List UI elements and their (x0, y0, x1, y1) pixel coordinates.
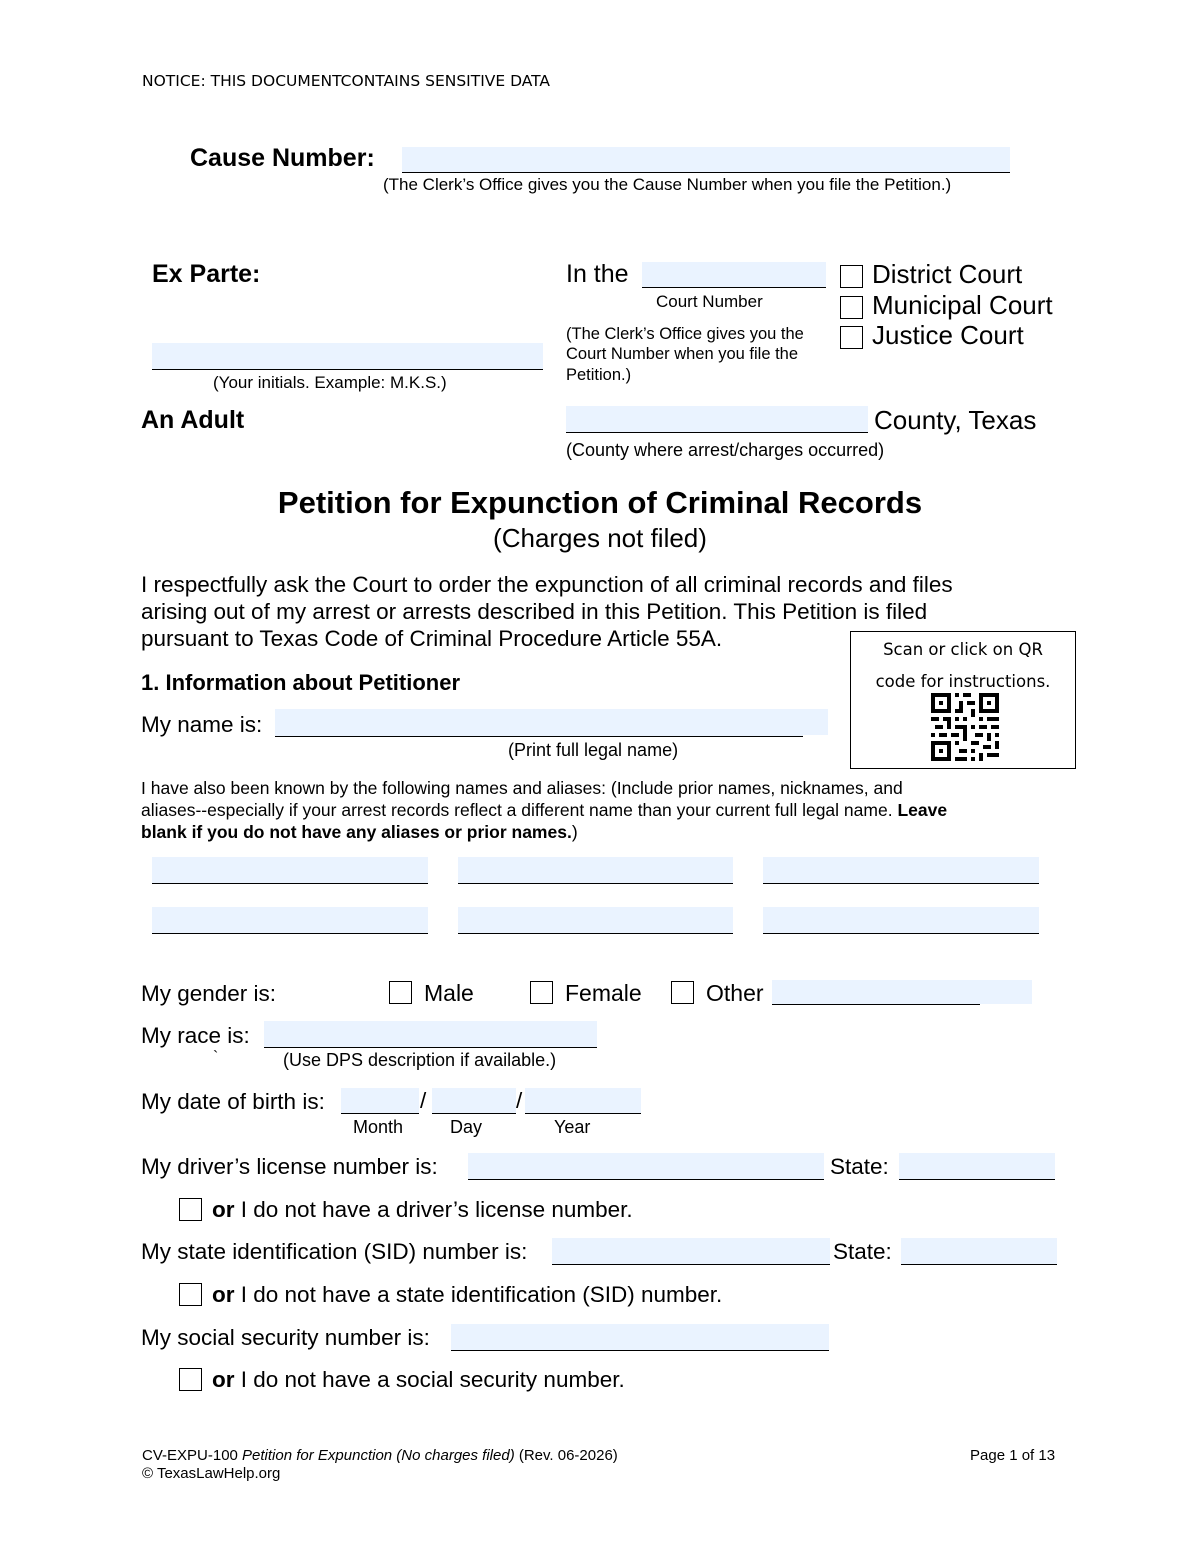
ex-parte-label: Ex Parte: (152, 260, 261, 288)
court-number-label: Court Number (656, 292, 763, 311)
no-sid-checkbox[interactable] (179, 1283, 202, 1306)
cause-number-field[interactable] (402, 147, 1010, 173)
footer-form-id (142, 1447, 618, 1464)
in-the-label: In the (566, 260, 629, 288)
footer-form-code: CV-EXPU-100 (142, 1447, 238, 1464)
no-ssn-checkbox[interactable] (179, 1368, 202, 1391)
cause-number-label: Cause Number: (190, 144, 375, 172)
page-title: Petition for Expunction of Criminal Records (277, 485, 923, 520)
dob-label: My date of birth is: (141, 1089, 325, 1114)
dob-sep-2: / (516, 1088, 523, 1113)
gender-other-field[interactable] (772, 980, 980, 1005)
initials-field[interactable] (152, 343, 543, 370)
cause-number-hint: (The Clerk’s Office gives you the Cause Number when you file the Petition.) (383, 175, 952, 194)
an-adult-label: An Adult (141, 406, 245, 434)
no-dl-or: or (212, 1197, 235, 1222)
aliases-bold-2: blank if you do not have any aliases or prior names. (141, 822, 572, 842)
gender-other-label: Other (706, 980, 764, 1006)
ssn-label: My social security number is: (141, 1325, 430, 1350)
no-ssn-or: or (212, 1367, 235, 1392)
sid-number-field[interactable] (552, 1238, 830, 1265)
county-texas-label: County, Texas (874, 405, 1037, 435)
gender-label: My gender is: (141, 981, 277, 1006)
intro-line-3: pursuant to Texas Code of Criminal Procedure Article 55A. (141, 626, 723, 651)
no-ssn-text (212, 1367, 625, 1393)
municipal-court-label: Municipal Court (872, 290, 1053, 320)
gender-female-checkbox[interactable] (530, 981, 553, 1004)
gender-female-label: Female (565, 980, 642, 1006)
justice-court-label: Justice Court (872, 320, 1024, 350)
county-field[interactable] (566, 406, 868, 433)
alias-field-1[interactable] (152, 857, 428, 884)
dl-state-label: State: (830, 1154, 889, 1179)
dl-state-field[interactable] (899, 1153, 1055, 1180)
aliases-bold-1: Leave (897, 800, 948, 820)
aliases-instructions-1: I have also been known by the following names and aliases: (Include prior names, nicknames, and (141, 778, 903, 798)
district-court-checkbox[interactable] (840, 265, 863, 288)
dob-day-label: Day (450, 1117, 483, 1137)
full-name-field[interactable] (275, 709, 803, 737)
county-hint: (County where arrest/charges occurred) (566, 440, 885, 460)
sid-state-field[interactable] (901, 1238, 1057, 1265)
ssn-field[interactable] (451, 1324, 829, 1351)
dob-month-label: Month (353, 1117, 404, 1137)
qr-text-2: code for instructions. (875, 672, 1051, 691)
race-field[interactable] (264, 1021, 597, 1048)
no-dl-text (212, 1197, 633, 1223)
gender-other-checkbox[interactable] (671, 981, 694, 1004)
dob-year-label: Year (554, 1117, 591, 1137)
page-subtitle: (Charges not filed) (493, 523, 707, 553)
name-hint: (Print full legal name) (508, 740, 679, 760)
no-sid-label: I do not have a state identification (SID) number. (240, 1282, 723, 1307)
dob-day-field[interactable] (432, 1088, 516, 1114)
initials-hint: (Your initials. Example: M.K.S.) (213, 373, 447, 392)
intro-line-1: I respectfully ask the Court to order the expunction of all criminal records and files (141, 572, 953, 597)
intro-line-2: arising out of my arrest or arrests described in this Petition. This Petition is filed (141, 599, 928, 624)
court-number-hint-2: Court Number when you file the (566, 345, 799, 363)
justice-court-checkbox[interactable] (840, 326, 863, 349)
no-dl-checkbox[interactable] (179, 1198, 202, 1221)
alias-field-6[interactable] (763, 907, 1039, 934)
dob-month-field[interactable] (341, 1088, 419, 1114)
aliases-text: aliases--especially if your arrest records reflect a different name than your current full legal name. (141, 800, 893, 820)
race-tick: ` (213, 1049, 219, 1066)
qr-text-1: Scan or click on QR (883, 640, 1043, 659)
aliases-instructions-2 (141, 800, 947, 821)
court-number-field[interactable] (642, 262, 826, 288)
qr-instructions-box[interactable] (850, 631, 1076, 769)
no-sid-text (212, 1282, 722, 1308)
no-sid-or: or (212, 1282, 235, 1307)
sid-label: My state identification (SID) number is: (141, 1239, 528, 1264)
alias-field-3[interactable] (763, 857, 1039, 884)
no-dl-label: I do not have a driver’s license number. (240, 1197, 633, 1222)
no-ssn-label: I do not have a social security number. (240, 1367, 625, 1392)
dob-year-field[interactable] (525, 1088, 641, 1114)
gender-male-checkbox[interactable] (389, 981, 412, 1004)
aliases-close: ) (571, 822, 578, 842)
section-1-heading: 1. Information about Petitioner (141, 670, 461, 695)
dob-sep-1: / (420, 1088, 427, 1113)
race-label: My race is: (141, 1023, 250, 1048)
alias-field-2[interactable] (458, 857, 733, 884)
footer-revision: (Rev. 06-2026) (518, 1447, 618, 1464)
footer-page-number: Page 1 of 13 (970, 1447, 1056, 1464)
municipal-court-checkbox[interactable] (840, 296, 863, 319)
alias-field-4[interactable] (152, 907, 428, 934)
footer-form-title: Petition for Expunction (No charges filed) (242, 1447, 515, 1464)
footer-copyright: © TexasLawHelp.org (142, 1465, 281, 1482)
dl-label: My driver’s license number is: (141, 1154, 438, 1179)
name-label: My name is: (141, 712, 263, 737)
sid-state-label: State: (833, 1239, 892, 1264)
sensitive-data-notice: NOTICE: THIS DOCUMENTCONTAINS SENSITIVE DATA (142, 72, 551, 90)
gender-male-label: Male (424, 980, 474, 1006)
qr-code-icon[interactable] (931, 693, 999, 761)
alias-field-5[interactable] (458, 907, 733, 934)
court-number-hint-1: (The Clerk’s Office gives you the (566, 325, 804, 343)
gender-other-field-ext (980, 980, 1032, 1004)
aliases-instructions-3 (141, 822, 578, 843)
race-hint: (Use DPS description if available.) (283, 1050, 557, 1070)
court-number-hint-3: Petition.) (566, 366, 632, 384)
dl-number-field[interactable] (468, 1153, 824, 1180)
full-name-field-ext (803, 709, 828, 735)
district-court-label: District Court (872, 259, 1023, 289)
